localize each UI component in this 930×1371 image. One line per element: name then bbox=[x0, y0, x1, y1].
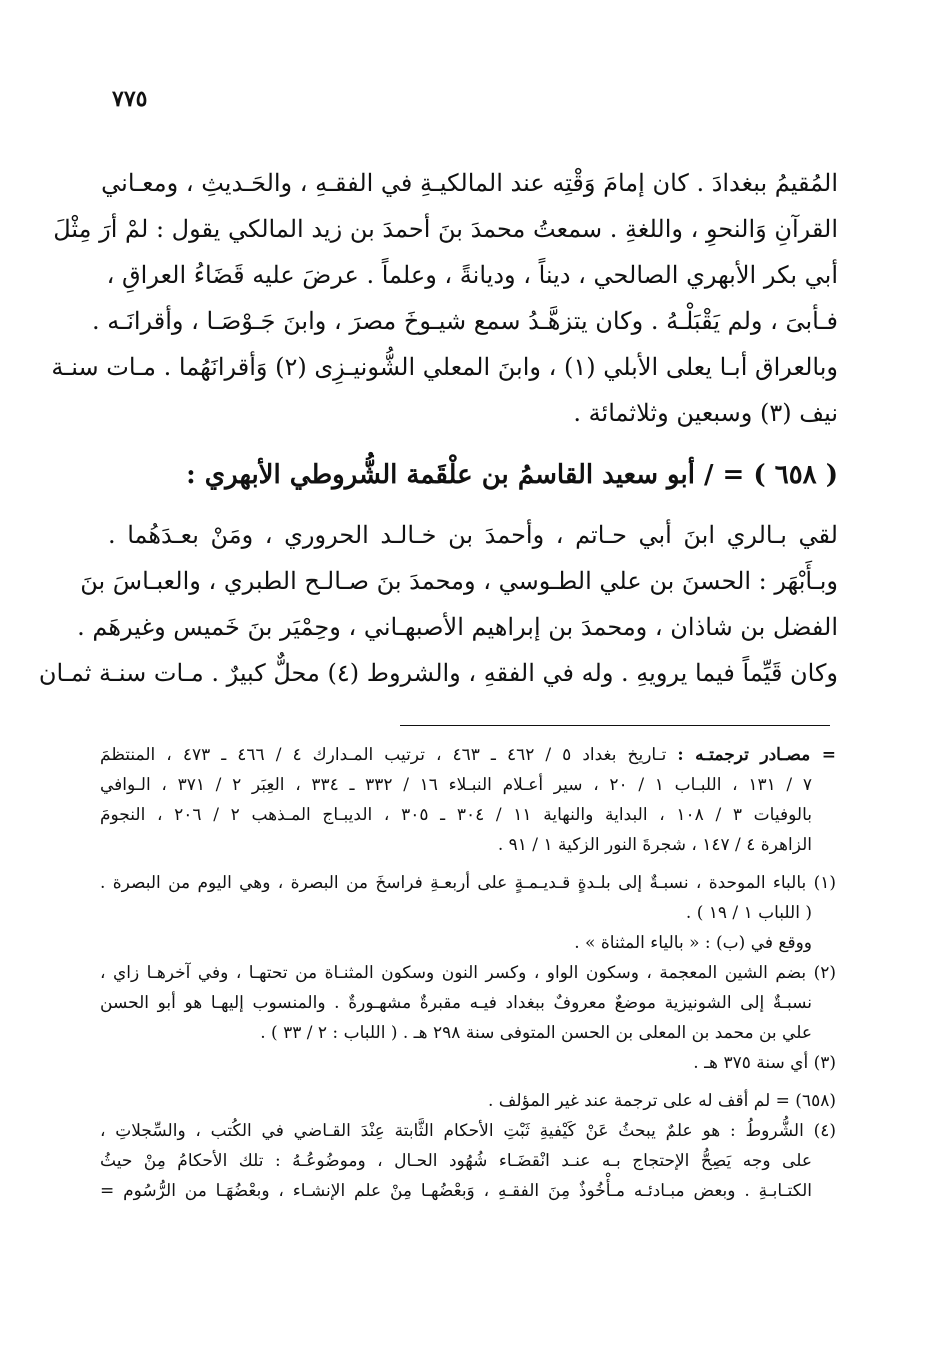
entry-657-continuation bbox=[51, 160, 838, 436]
footnote-4 bbox=[100, 1116, 836, 1206]
footnote-line bbox=[100, 740, 836, 770]
footnote-sources bbox=[100, 740, 836, 860]
page-number: ٧٧٥ bbox=[112, 86, 148, 112]
main-text bbox=[38, 160, 838, 696]
footnote-separator bbox=[400, 725, 830, 726]
text-line: نيف (٣) وسبعين وثلاثمائة . bbox=[573, 399, 838, 427]
text-line: أبي بكر الأبهري الصالحي ، ديناً ، وديانةً ، وعلماً . عرضَ عليه قَضَاءُ العراقِ ، bbox=[106, 261, 838, 289]
footnote-line: الكتـابـةِ . وبعض مبـادئـه مـأْخُوذٌ مِنَ الفقـهِ ، وَبعْضُهـا مِنْ علم الإنشـاء ، وبعْضُهَـا من الرُّسُوم = bbox=[100, 1181, 812, 1201]
sources-label: = مصـادر ترجمتـه : bbox=[677, 745, 836, 765]
footnote-2 bbox=[100, 958, 836, 1048]
footnote-1 bbox=[100, 868, 836, 958]
footnote-line: (٤) الشُّروطُ : هو علمٌ يبحثُ عَنْ كَيْفيةِ ثَبْتِ الأحكام الثَّابتة عِنْدَ القـاضي في الكُتب ، والسِّجلاتِ ، bbox=[100, 1121, 836, 1141]
footnote-line: على وجه يَصِحُّ الإحتجاج بـه عنـد انْقضَـاء شُهُود الحـال ، وموضُوعُـهُ : تلك الأحكامُ مِنْ حيثُ bbox=[100, 1151, 812, 1171]
text-line: الفضل بن شاذان ، ومحمدَ بن إبراهيم الأصبهـاني ، وحِمْيَر بنَ خَميس وغيرهَم . bbox=[77, 613, 838, 641]
footnote-line: ( اللباب ١ / ١٩ ) . bbox=[685, 903, 812, 923]
footnote-line: (٢) بضم الشين المعجمة ، وسكون الواو ، وكسر النون وسكون المثنـاة من تحتهـا ، وفي آخرهـا زاي ، bbox=[100, 963, 836, 983]
footnote-line: (١) بالباء الموحدة ، نسبـةٌ إلى بلـدةٍ قـديـمـةٍ على أربعـةِ فراسخَ من البصرة ، وهي اليوم من البصرة . bbox=[100, 873, 836, 893]
footnote-line: نسبـةٌ إلى الشونيزية موضعٌ معروفٌ ببغداد فيـه مقبرةٌ مشهـورةٌ . والمنسوب إليهـا هو أبو الحسن bbox=[100, 993, 812, 1013]
text-line: وبالعراق أبـا يعلى الأبلي (١) ، وابنَ المعلي الشُّونيـزِى (٢) وَأقرانَهُما . مـات سنـة bbox=[51, 353, 838, 381]
text-line: القرآنِ وَالنحوِ ، واللغةِ . سمعتُ محمدَ بنَ أحمدَ بن زيد المالكي يقول : لمْ أرَ مِثْلَ bbox=[53, 215, 838, 243]
text-line: فـأبىَ ، ولم يَقْبَلْـهُ . وكان يتزهَّـدُ سمع شيـوخَ مصرَ ، وابنَ جَـوْصَـا ، وأقرانَـه . bbox=[92, 307, 838, 335]
sources-text: تـاريخ بغداد ٥ / ٤٦٢ ـ ٤٦٣ ، ترتيب المـدارك ٤ / ٤٦٦ ـ ٤٧٣ ، المنتظمَ bbox=[100, 745, 667, 765]
entry-658-body bbox=[38, 512, 838, 696]
text-line: وبـأَبْهَر : الحسنَ بن علي الطـوسي ، ومحمدَ بنَ صـالـح الطبري ، والعبـاسَ بنَ bbox=[80, 567, 838, 595]
text-line: وكان قَيِّماً فيما يرويهِ . وله في الفقهِ ، والشروط (٤) محلٌّ كبيرٌ . مـات سنـة ثمـان bbox=[38, 659, 838, 687]
footnote-line: ووقع في (ب) : « بالياء المثناة » . bbox=[574, 933, 812, 953]
text-line: لقي بـالري ابنَ أبي حـاتم ، وأحمدَ بن خـالـد الحروري ، ومَنْ بعـدَهُما . bbox=[108, 521, 838, 549]
footnote-line: علي بن محمد بن المعلى بن الحسن المتوفى سنة ٢٩٨ هـ . ( اللباب : ٢ / ٣٣ ) . bbox=[260, 1023, 812, 1043]
footnote-3: (٣) أي سنة ٣٧٥ هـ . bbox=[693, 1053, 836, 1073]
footnote-line: بالوفيات ٣ / ١٠٨ ، البداية والنهاية ١١ / ٣٠٤ ـ ٣٠٥ ، الديبـاج المـذهب ٢ / ٢٠٦ ، النجومَ bbox=[100, 805, 812, 825]
footnote-line: ٧ / ١٣١ ، اللبـاب ١ / ٢٠ ، سير أعـلام النبـلاء ١٦ / ٣٣٢ ـ ٣٣٤ ، العِبَر ٢ / ٣٧١ ، الـوافي bbox=[100, 775, 812, 795]
entry-658-heading: ( ٦٥٨ ) = / أبو سعيد القاسمُ بن علْقَمة الشُّروطي الأبهري : bbox=[186, 460, 838, 490]
footnote-line: الزاهرة ٤ / ١٤٧ ، شجرةَ النور الزكية ١ / ٩١ . bbox=[497, 835, 812, 855]
text-line: المُقيمُ ببغدادَ . كان إمامَ وَقْتِه عند المالكيـةِ في الفقـهِ ، والحَـديثِ ، ومعـاني bbox=[101, 169, 838, 197]
footnotes bbox=[100, 740, 836, 1206]
footnote-658: (٦٥٨) = لم أقف له على ترجمة عند غير المؤلف . bbox=[488, 1091, 836, 1111]
